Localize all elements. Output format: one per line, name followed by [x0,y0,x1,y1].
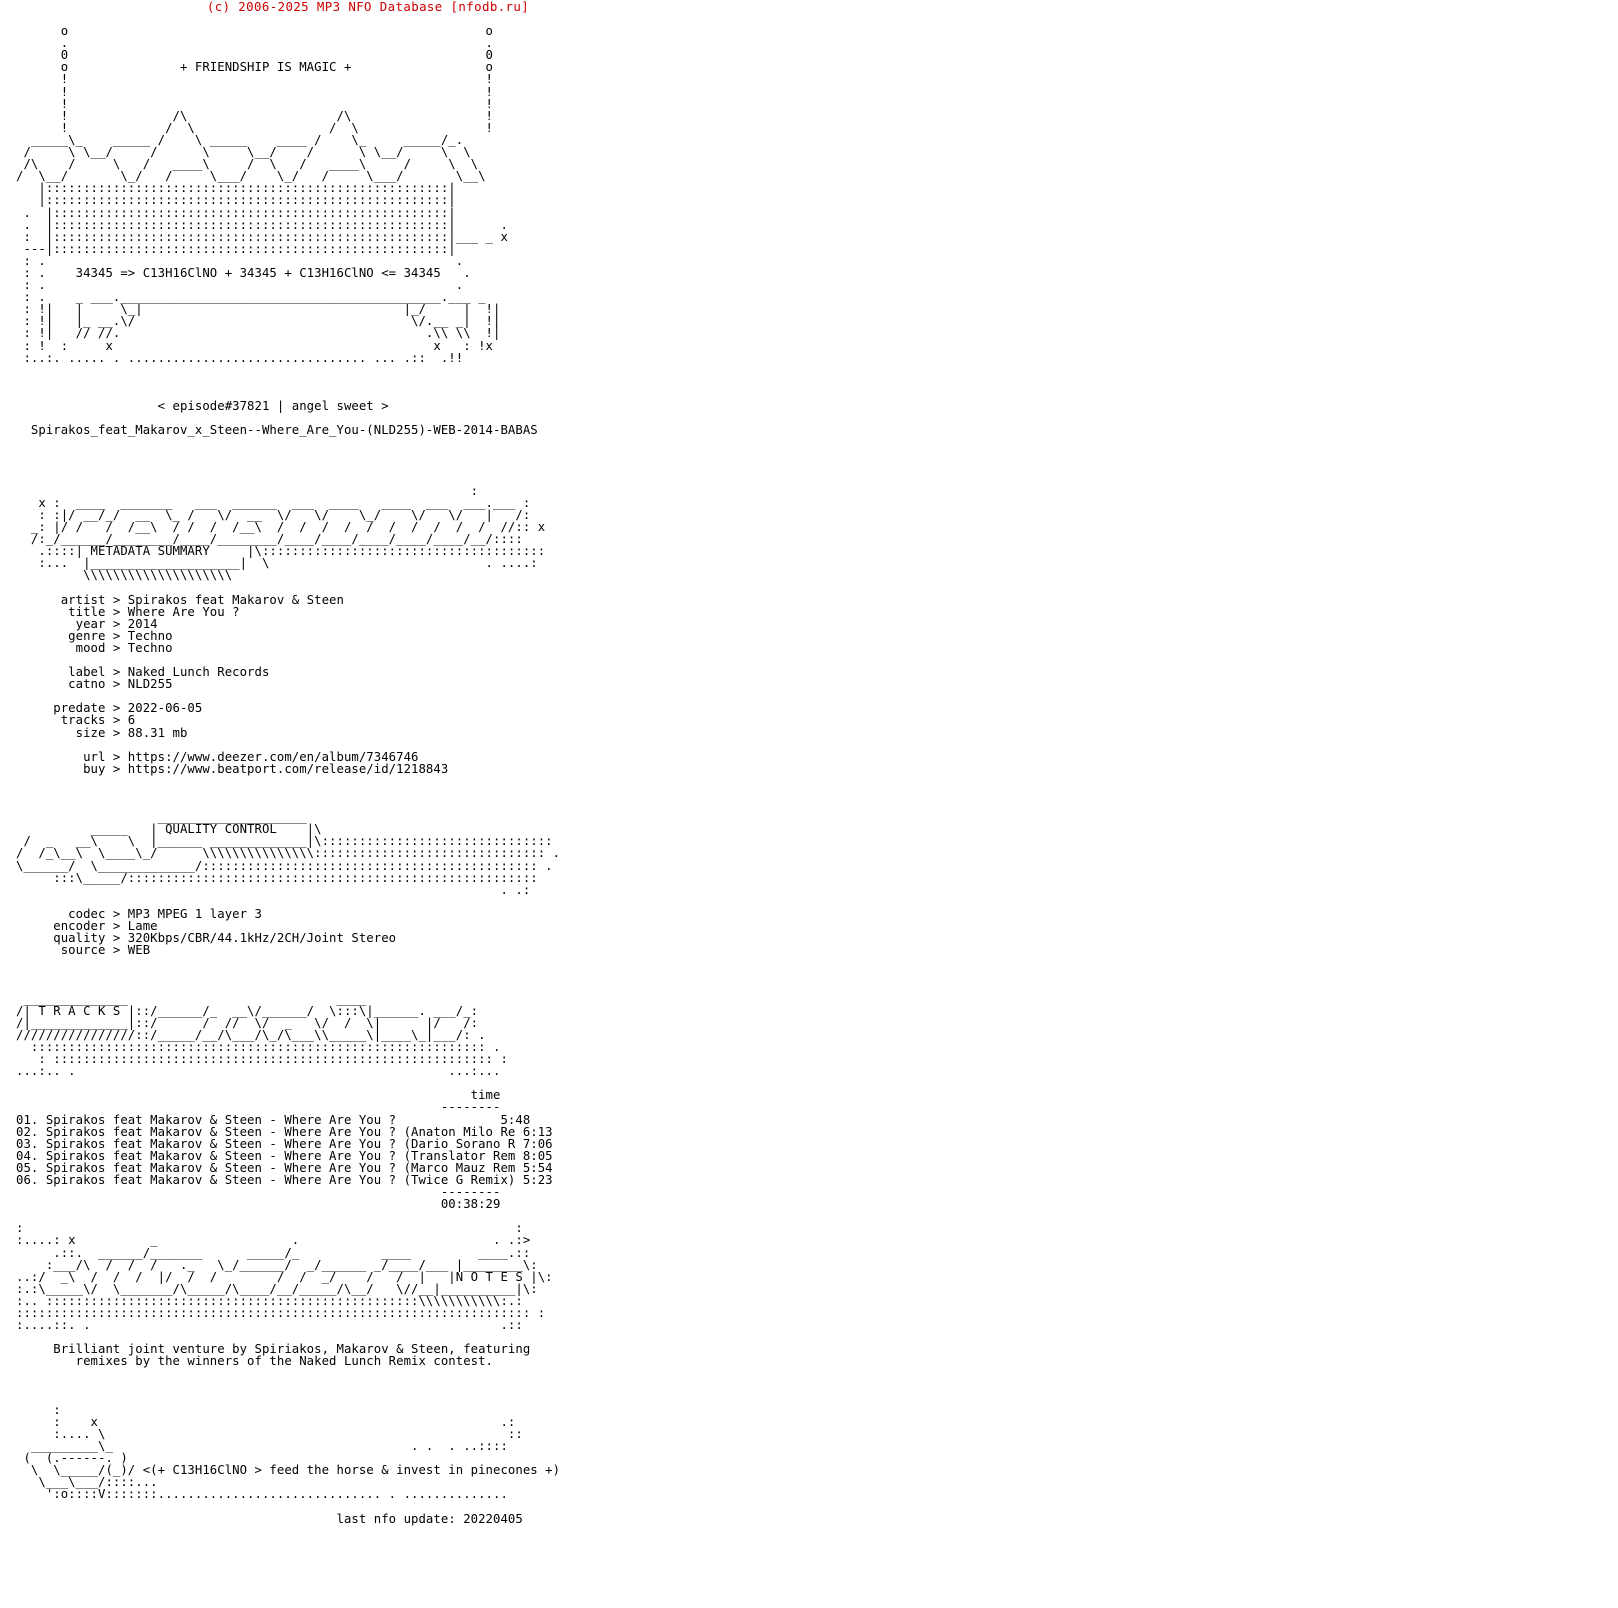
nfodb-link[interactable]: nfodb.ru [458,0,522,14]
nfo-text: o o . . 0 0 o + FRIENDSHIP IS MAGIC + o ! ! ! ! ! ! ! /\ /\ ! ! / \ / \ ! _____\_ _____ / \ _____ ____ / \_ _____/_. / \ \__/ / \ \__/ / \ \__/ \ \ /\ / \ / ____\ / \ / ____\ / \ \ / \__/ \_/ / \___/ \_/ / \___/ \__\ |::::::::::::::::::::::::::::::::::::::::::::::::::::::| |::::::::::::::::::::::::::::::::::::::::::::::::::::::| . |:::::::::::::::::::::::::::::::::::::::::::::::::::::| . |:::::::::::::::::::::::::::::::::::::::::::::::::::::| . : |:::::::::::::::::::::::::::::::::::::::::::::::::::::|___ _ x ---|:::::::::::::::::::::::::::::::::::::::::::::::::::::| : . . : . 34345 => C13H16ClNO + 34345 + C13H16ClNO <= 34345 . : . . : . _ ___.___________________________________________.___ _ : !| | \_| |_/ | !| : !| |_ __.\/ \/.__ _| !| : !| // //. .\\ \\ !| : ! : x x : !x :..:. ..... . ................................ ... .:: .!! < episode#37821 | angel sweet > Spirakos_feat_Makarov_x_Steen--Where_Are_You-(NLD255)-WEB-2014-BABAS : x : ____ _______ ___ ______ ___ ____ ____ ___ ___.___ : : :|/ __/_/ __ \_ / \/ __ \/ \/ \_/ \/ \/ | /: _: |/ / / /__\ / / / /__\ / / / / / / / / / / //:: x /:_/______/________/____/________/____/____/____/____/____/__/:::: .::::| METADATA SUMMARY |\:::::::::::::::::::::::::::::::::::::: :... |____________________| \ . ....: \\\\\\\\\\\\\\\\\\\\ artist > Spirakos feat Makarov & Steen title > Where Are You ? year > 2014 genre > Techno mood > Techno label > Naked Lunch Records catno > NLD255 predate > 2022-06-05 tracks > 6 size > 88.31 mb url > https://www.deezer.com/en/album/7346746 buy > https://www.beatport.com/release/id/1218843 ____________________ _____ | QUALITY CONTROL |\ / _ __\ \ |______ _____________|\::::::::::::::::::::::::::::::: / /_\__\ \____\_/ \\\\\\\\\\\\\\\::::::::::::::::::::::::::::::: . \______/ \_____________/::::::::::::::::::::::::::::::::::::::::::::: . :::\_____/::::::::::::::::::::::::::::::::::::::::::::::::::::::: . .: codec > MP3 MPEG 1 layer 3 encoder > Lame quality > 320Kbps/CBR/44.1kHz/2CH/Joint Stereo source > WEB ______________ ____ /| T R A C K S |::/______/_ __\/______/ \:::\|______. ___/_: /|_____________|::/ / // \/ _ \/ / \| |/ /: ////////////////::/_____/__/\___/\_/\___\\_____\|____\_|___/: . ::::::::::::::::::::::::::::::::::::::::::::::::::::::::::::: . : ::::::::::::::::::::::::::::::::::::::::::::::::::::::::::: : ...:.. . ...:... time -------- 01. Spirakos feat Makarov & Steen - Where Are You ? 5:48 02. Spirakos feat Makarov & Steen - Where Are You ? (Anaton Milo Re 6:13 03. Spirakos feat Makarov & Steen - Where Are You ? (Dario Sorano R 7:06 04. Spirakos feat Makarov & Steen - Where Are You ? (Translator Rem 8:05 05. Spirakos feat Makarov & Steen - Where Are You ? (Marco Mauz Rem 5:54 06. Spirakos feat Makarov & Steen - Where Are You ? (Twice G Remix) 5:23 -------- 00:38:29 : : :....: x _ . . .:> .::. ______/_______ _____/_ ____ ____.:: :___/\ / / / ._ \_/______/ _/______ _/____/___ |________\: ..:/ _\ / / / |/ / / / / _/ / / | |N O T E S |\: :.:\_____\/ \_______/\_____/\____/__/_____/\__/ \//__|__________|\: :.. ::::::::::::::::::::::::::::::::::::::::::::::::::\\\\\\\\\\\:.: ::::::::::::::::::::::::::::::::::::::::::::::::::::::::::::::::::::: : :....::. . .:: Brilliant joint venture by Spiriakos, Makarov & Steen, featuring remixes by the winners of the Naked Lunch Remix contest. : : x .: :.... \ :: _________\_ . . . ..:::: ( (.------. ) \ \_____/(_)/ <(+ C13H16ClNO > feed the horse & invest in pinecones +) \___\___/::::... ':o::::V:::::::.............................. . .............. last nfo update: 20220405 [16,24,561,1526]
copyright-prefix: (c) 2006-2025 MP3 NFO Database [ [206,0,459,14]
copyright-suffix: ] [521,0,530,14]
